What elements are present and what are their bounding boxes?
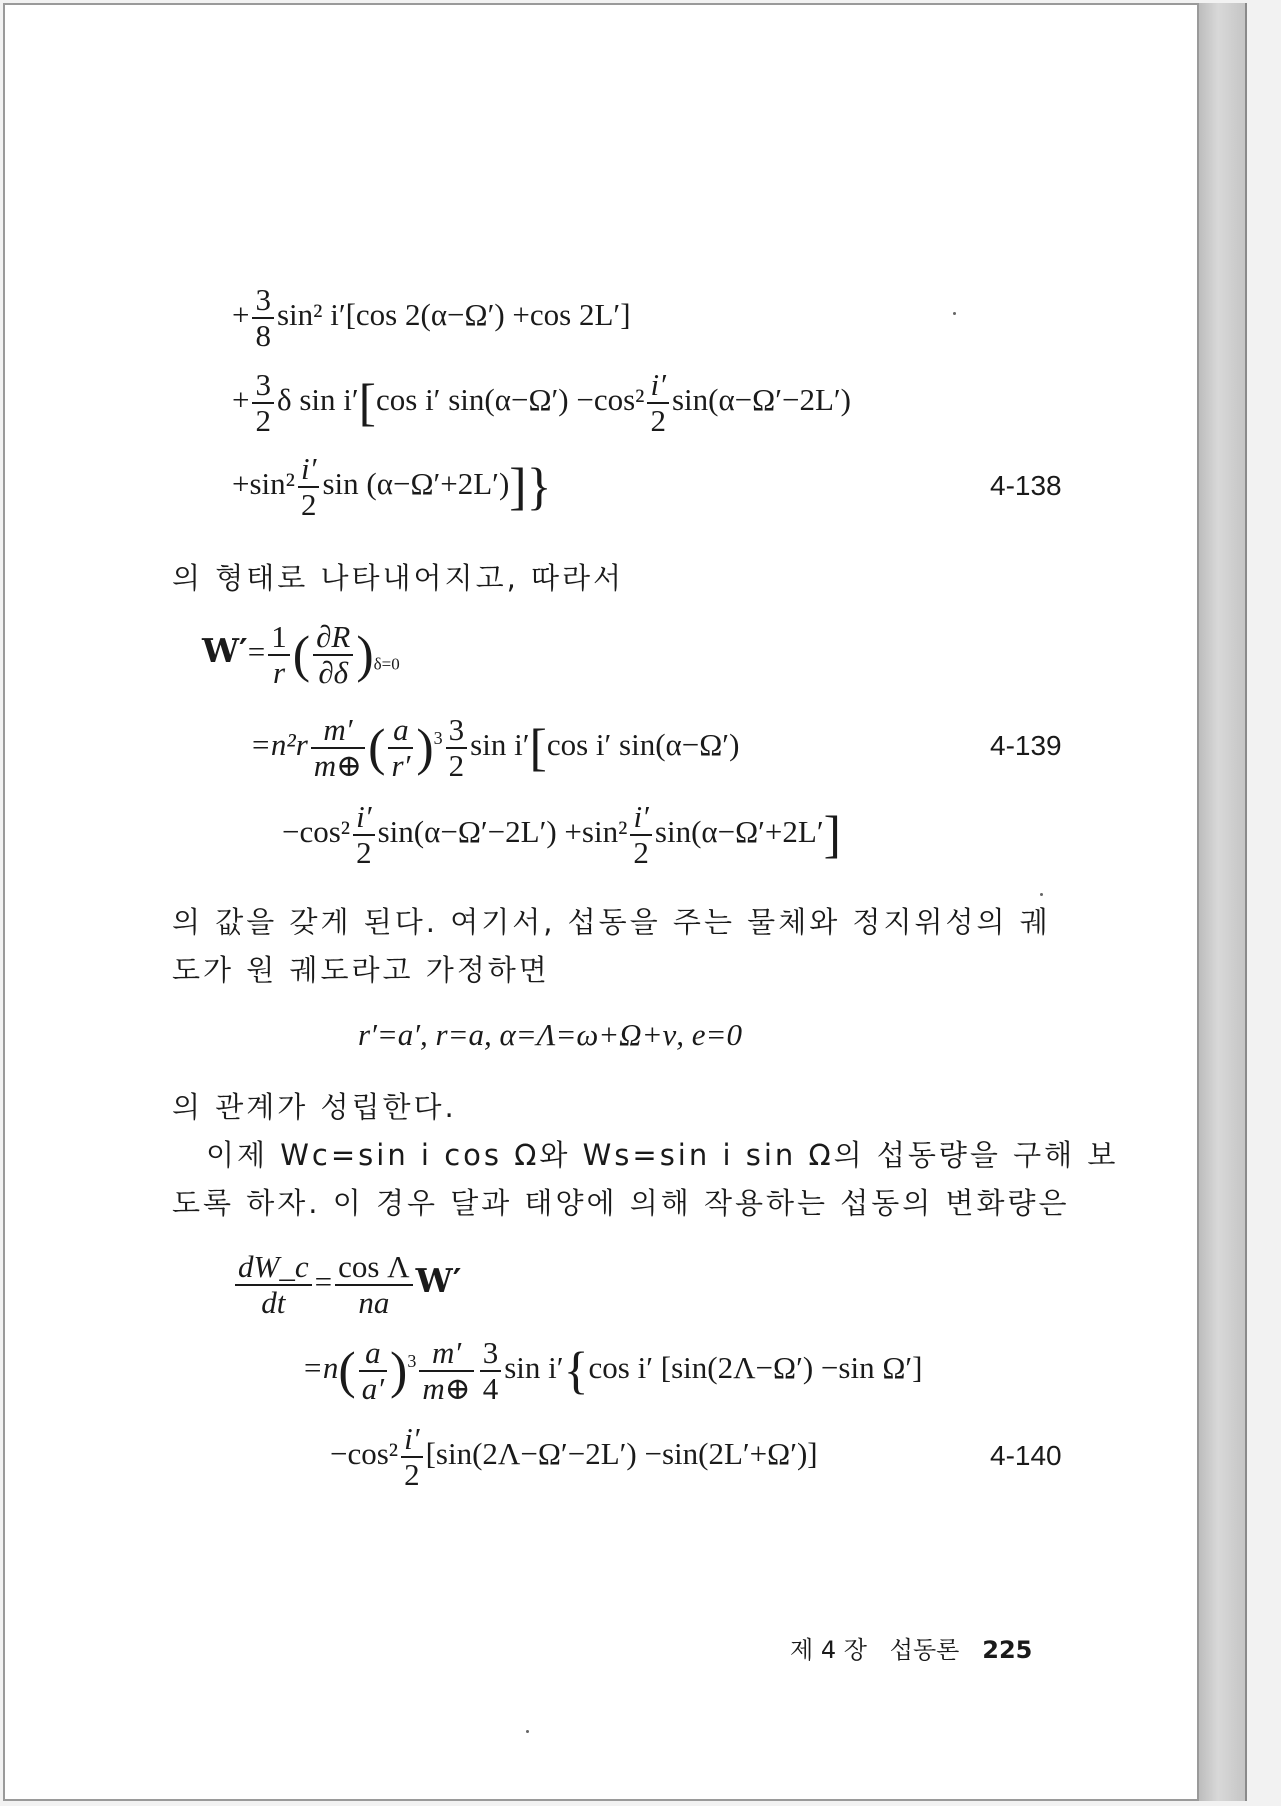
eq140-lhs: $\frac{dW\_c}{dt}$ = $\frac{\text{cos Λ}}{na}$ W′ [232, 1250, 461, 1320]
chapter-title: 섭동론 [889, 1636, 960, 1664]
paragraph-4-line-2: 도록 하자. 이 경우 달과 태양에 의해 작용하는 섭동의 변화량은 [172, 1186, 1070, 1220]
chapter-label: 제 4 장 [790, 1636, 867, 1664]
equation-number-4-140: 4-140 [990, 1440, 1062, 1471]
eq138-line2: + $\frac{3}{2}$ δ sin i′[cos i′ sin(α−Ω′) −cos² $\frac{i'}{2}$ sin(α−Ω′−2L′) [232, 367, 852, 439]
relation-equation: r′=a′, r=a, α=Λ=ω+Ω+ν, e=0 [358, 1017, 742, 1052]
eq138-line1: + $\frac{3}{8}$ sin² i′[cos 2(α−Ω′) +cos 2L′] [232, 282, 631, 354]
eq140-row2: =n( $\frac{a}{a'}$ )$^3$ $\frac{m'}{m\oplus}$ $\frac{3}{4}$ sin i′{cos i′ [sin(2Λ−Ω′) −sin Ω′] [302, 1335, 923, 1407]
eq140-row3: −cos² $\frac{i'}{2}$ [sin(2Λ−Ω′−2L′) −sin(2L′+Ω′)] [330, 1421, 818, 1493]
running-footer [790, 1630, 1032, 1665]
equation-number-4-139: 4-139 [990, 730, 1062, 761]
paragraph-4-line-1: 이제 Wc=sin i cos Ω와 Ws=sin i sin Ω의 섭동량을 구해 보 [206, 1138, 1119, 1172]
paragraph-3: 의 관계가 성립한다. [172, 1090, 457, 1124]
paragraph-2-line-1: 의 값을 갖게 된다. 여기서, 섭동을 주는 물체와 정지위성의 궤 [172, 905, 1051, 939]
equation-number-4-138: 4-138 [990, 470, 1062, 501]
eq139-lhs: W′= $\frac{1}{r}$ ( $\frac{\partial R}{\partial\delta}$ )$_{\delta=0}$ [202, 619, 400, 691]
eq139-row2: =n²r $\frac{m'}{m\oplus}$ ( $\frac{a}{r'}$ )$^3$ $\frac{3}{2}$ sin i′[cos i′ sin(α−Ω′) [250, 712, 740, 784]
eq139-row3: −cos² $\frac{i'}{2}$ sin(α−Ω′−2L′) +sin² $\frac{i'}{2}$ sin(α−Ω′+2L′] [282, 799, 841, 871]
eq138-line3: +sin² $\frac{i'}{2}$ sin (α−Ω′+2L′)]} [232, 451, 552, 523]
page-number: 225 [982, 1636, 1033, 1664]
paragraph-1: 의 형태로 나타내어지고, 따라서 [172, 561, 625, 595]
paragraph-2-line-2: 도가 원 궤도라고 가정하면 [172, 953, 550, 987]
